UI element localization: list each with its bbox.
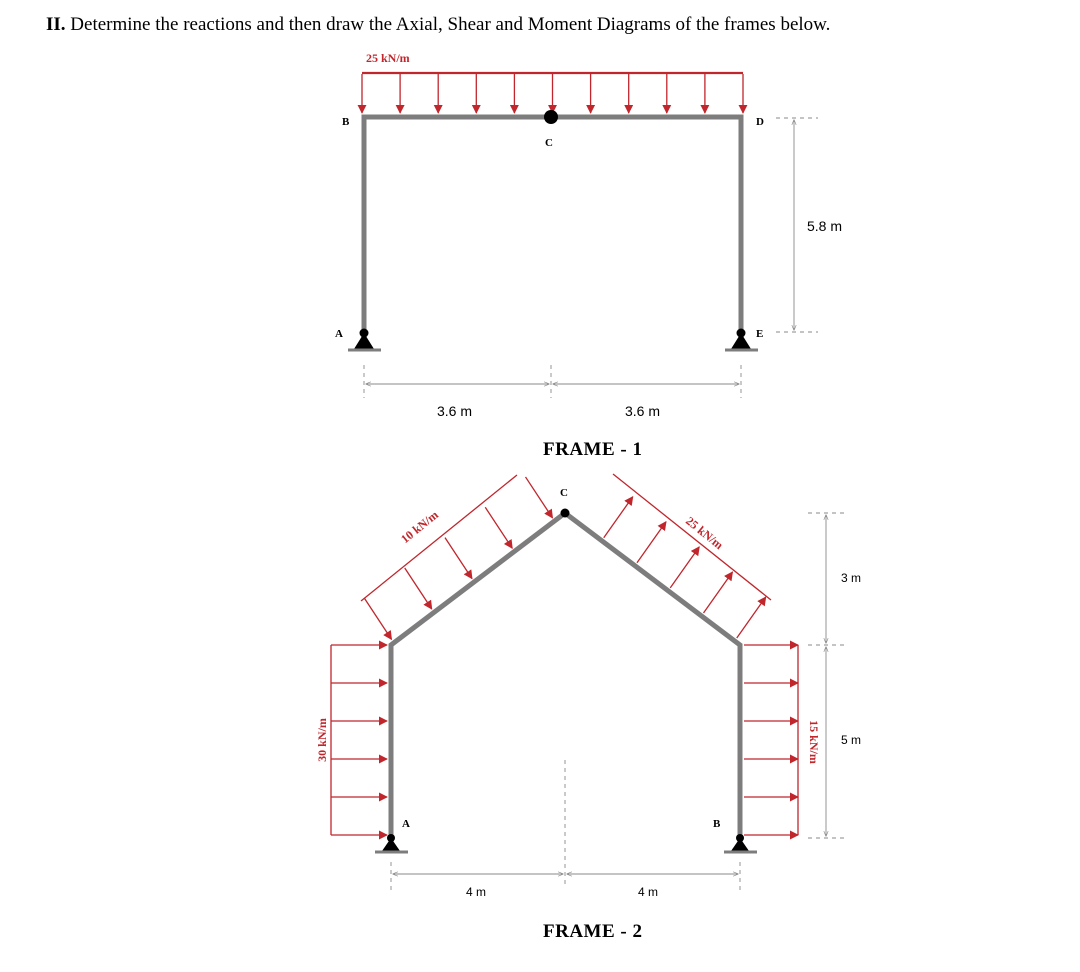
frame1-label-b: B — [342, 116, 350, 128]
problem-statement: II. Determine the reactions and then draw the Axial, Shear and Moment Diagrams of the frames below. — [46, 14, 831, 35]
frame1-height-label: 5.8 m — [807, 218, 843, 234]
load-arrow — [704, 572, 733, 613]
frame2-label-c: C — [560, 487, 568, 499]
frame2-left-roof-load — [361, 475, 553, 639]
frame2-hinge-c — [561, 509, 570, 518]
frame-1 — [335, 51, 842, 460]
frame2-right-wall-load — [744, 645, 798, 835]
load-arrow — [485, 507, 512, 548]
load-arrow — [670, 547, 699, 588]
load-arrow — [637, 522, 666, 563]
frame2-right-roof-load-label: 25 kN/m — [683, 513, 726, 553]
frame2-right-roof-load — [604, 474, 771, 638]
frame2-left-wall-load — [331, 645, 387, 835]
frame1-right-span-label: 3.6 m — [625, 403, 661, 419]
load-arrow — [405, 568, 432, 609]
frame1-members — [364, 117, 741, 336]
frame1-label-c: C — [545, 137, 553, 149]
frame1-label-d: D — [756, 116, 764, 128]
frame2-caption: FRAME - 2 — [543, 921, 643, 942]
frame1-span-dimension — [364, 365, 741, 398]
frame1-label-e: E — [756, 328, 764, 340]
frame1-hinge-c — [544, 110, 558, 124]
frame2-height-dimension — [808, 513, 846, 838]
frame2-roof-rise-label: 3 m — [841, 571, 862, 585]
load-arrow — [445, 538, 472, 579]
frame2-right-wall-load-label: 15 kN/m — [807, 720, 821, 764]
frame1-label-a: A — [335, 328, 343, 340]
frame1-distributed-load — [362, 73, 743, 113]
frame2-left-span-label: 4 m — [466, 885, 487, 899]
frame2-label-b: B — [713, 818, 721, 830]
load-arrow — [526, 477, 553, 518]
frame-2 — [315, 474, 861, 942]
frame1-support-a — [348, 329, 381, 351]
frame2-support-b — [724, 834, 757, 852]
frame1-left-span-label: 3.6 m — [437, 403, 473, 419]
frame1-caption: FRAME - 1 — [543, 439, 643, 460]
frame2-left-wall-load-label: 30 kN/m — [315, 718, 329, 762]
frame2-right-span-label: 4 m — [638, 885, 659, 899]
load-arrow — [604, 497, 633, 538]
frame1-load-label: 25 kN/m — [366, 51, 410, 65]
frame2-label-a: A — [402, 818, 410, 830]
frame2-wall-height-label: 5 m — [841, 733, 862, 747]
frame2-members — [391, 513, 740, 840]
load-arrow — [365, 598, 392, 639]
frame2-support-a — [375, 834, 408, 852]
load-arrow — [737, 597, 766, 638]
frame2-left-roof-load-label: 10 kN/m — [398, 507, 441, 547]
frame1-support-e — [725, 329, 758, 351]
frame2-span-dimension — [391, 862, 740, 892]
